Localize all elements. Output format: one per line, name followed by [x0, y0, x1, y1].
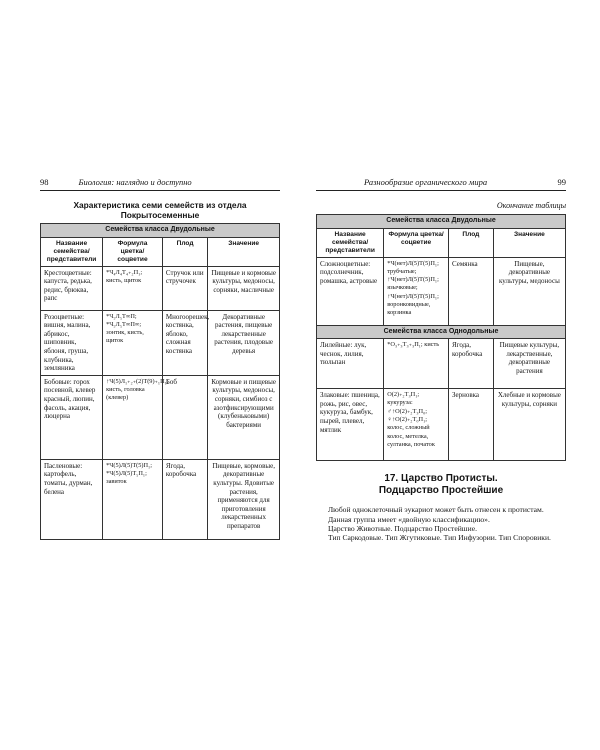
table-title-line-2: Покрытосеменные — [120, 210, 200, 220]
section-heading-line-2: Подцарство Простейшие — [378, 485, 504, 497]
row-value: Пищевые, кормовые, декоративные культуры. Ядовитые растения, применяются для приготовления лекарственных препаратов — [208, 459, 280, 539]
table-row — [41, 375, 280, 459]
row-fruit: Боб — [162, 375, 207, 459]
body-text — [316, 505, 566, 543]
table-continued-label: Окончание таблицы — [496, 201, 566, 210]
row-value: Пищевые, декоративные культуры, медоносы — [493, 257, 565, 325]
table-row — [41, 459, 280, 539]
row-value: Хлебные и кормовые культуры, сорняки — [493, 389, 565, 461]
table-row — [317, 389, 566, 461]
table-row — [317, 339, 566, 389]
row-value: Пищевые культуры, лекарственные, декоративные растения — [493, 339, 565, 389]
col-header-fruit: Плод — [162, 237, 207, 266]
section-heading — [316, 473, 566, 497]
row-fruit: Ягода, коробочка — [448, 339, 493, 389]
row-name: Крестоцветные: капуста, редька, редис, брюква, рапс — [41, 266, 103, 310]
row-formula: *Ч₄Л₄Т₄₊₂П₁; кисть, щиток — [103, 266, 163, 310]
families-table-left — [40, 223, 280, 540]
row-fruit: Стручок или стручочек — [162, 266, 207, 310]
group-header-monocots: Семейства класса Однодольные — [317, 325, 566, 339]
paragraph: Тип Саркодовые. Тип Жгутиковые. Тип Инфузории. Тип Споровики. — [328, 533, 551, 543]
group-header-dicots: Семейства класса Двудольные — [317, 215, 566, 229]
table-row — [41, 310, 280, 375]
row-formula: *Ч(нет)Л(5)Т(5)П₁; трубчатые; ↑Ч(нет)Л(5)Т(5)П₁; язычковые; ↑Ч(нет)Л(5)Т(5)П₁; воронковидные, корзинка — [384, 257, 449, 325]
col-header-value: Значение — [493, 228, 565, 257]
paragraph: Любой одноклеточный эукариот может быть отнесен к протистам. — [328, 505, 544, 515]
group-header-dicots: Семейства класса Двудольные — [41, 224, 280, 238]
row-value: Кормовые и пищевые культуры, медоносы, сорняки, симбиоз с азотфиксирующими (клубеньковыми) бактериями — [208, 375, 280, 459]
right-page — [316, 177, 566, 567]
row-fruit: Ягода, коробочка — [162, 459, 207, 539]
row-value: Декоративные растения, пищевые лекарственные растения, плодовые деревья — [208, 310, 280, 375]
row-formula: ↑Ч(5)Л₁₊₂₊(2)Т(9)₊₁П₁; кисть, головка (клевер) — [103, 375, 163, 459]
col-header-name: Название семейства/ представители — [317, 228, 384, 257]
col-header-fruit: Плод — [448, 228, 493, 257]
row-name: Злаковые: пшеница, рожь, рис, овес, кукуруза, бамбук, пырей, плевел, мятлик — [317, 389, 384, 461]
left-page — [40, 177, 280, 567]
table-header-row — [317, 228, 566, 257]
row-name: Розоцветные: вишня, малина, абрикос, шиповник, яблоня, груша, клубника, земляника — [41, 310, 103, 375]
left-page-number: 98 — [40, 177, 49, 187]
row-fruit: Многоорешек, костянка, яблоко, сложная костянка — [162, 310, 207, 375]
row-fruit: Зерновка — [448, 389, 493, 461]
col-header-formula: Формула цветка/ соцветие — [384, 228, 449, 257]
table-row — [317, 257, 566, 325]
families-table-right — [316, 214, 566, 461]
row-formula: *Ч₅Л₅Т∞П; *Ч₅Л₅Т∞П∞; зонтик, кисть, щиток — [103, 310, 163, 375]
section-heading-line-1: 17. Царство Протисты. — [384, 473, 498, 485]
row-name: Пасленовые: картофель, томаты, дурман, белена — [41, 459, 103, 539]
table-header-row — [41, 237, 280, 266]
row-name: Сложноцветные: подсолнечник, ромашка, астровые — [317, 257, 384, 325]
row-formula: О(2)₊₂Т₃П₁; кукуруза: ♂↑О(2)₊₂Т₃П₀; ♀↑О(2)₊₂Т₀П₁; колос, сложный колос, метелка, султанка, початок — [384, 389, 449, 461]
row-formula: *О₃₊₃Т₃₊₃П₁; кисть — [384, 339, 449, 389]
col-header-value: Значение — [208, 237, 280, 266]
row-value: Пищевые и кормовые культуры, медоносы, сорняки, масличные — [208, 266, 280, 310]
left-running-head — [40, 177, 280, 191]
table-row — [41, 266, 280, 310]
table-title — [40, 200, 280, 220]
paragraph: Данная группа имеет «двойную классификацию». — [328, 514, 490, 524]
right-page-number: 99 — [557, 177, 566, 187]
col-header-name: Название семейства/ представители — [41, 237, 103, 266]
table-title-line-1: Характеристика семи семейств из отдела — [73, 200, 247, 210]
row-formula: *Ч(5)Л(5)Т(5)П₁; *Ч(5)Л(5)Т₅П₁; завиток — [103, 459, 163, 539]
right-running-head — [316, 177, 566, 191]
row-name: Лилейные: лук, чеснок, лилия, тюльпан — [317, 339, 384, 389]
row-fruit: Семянка — [448, 257, 493, 325]
right-running-title: Разнообразие органического мира — [364, 177, 488, 187]
paragraph: Царство Животные. Подцарство Простейшие. — [328, 524, 477, 533]
left-running-title: Биология: наглядно и доступно — [78, 177, 192, 187]
col-header-formula: Формула цветка/ соцветие — [103, 237, 163, 266]
row-name: Бобовые: горох посевной, клевер красный, люпин, фасоль, акация, люцерна — [41, 375, 103, 459]
